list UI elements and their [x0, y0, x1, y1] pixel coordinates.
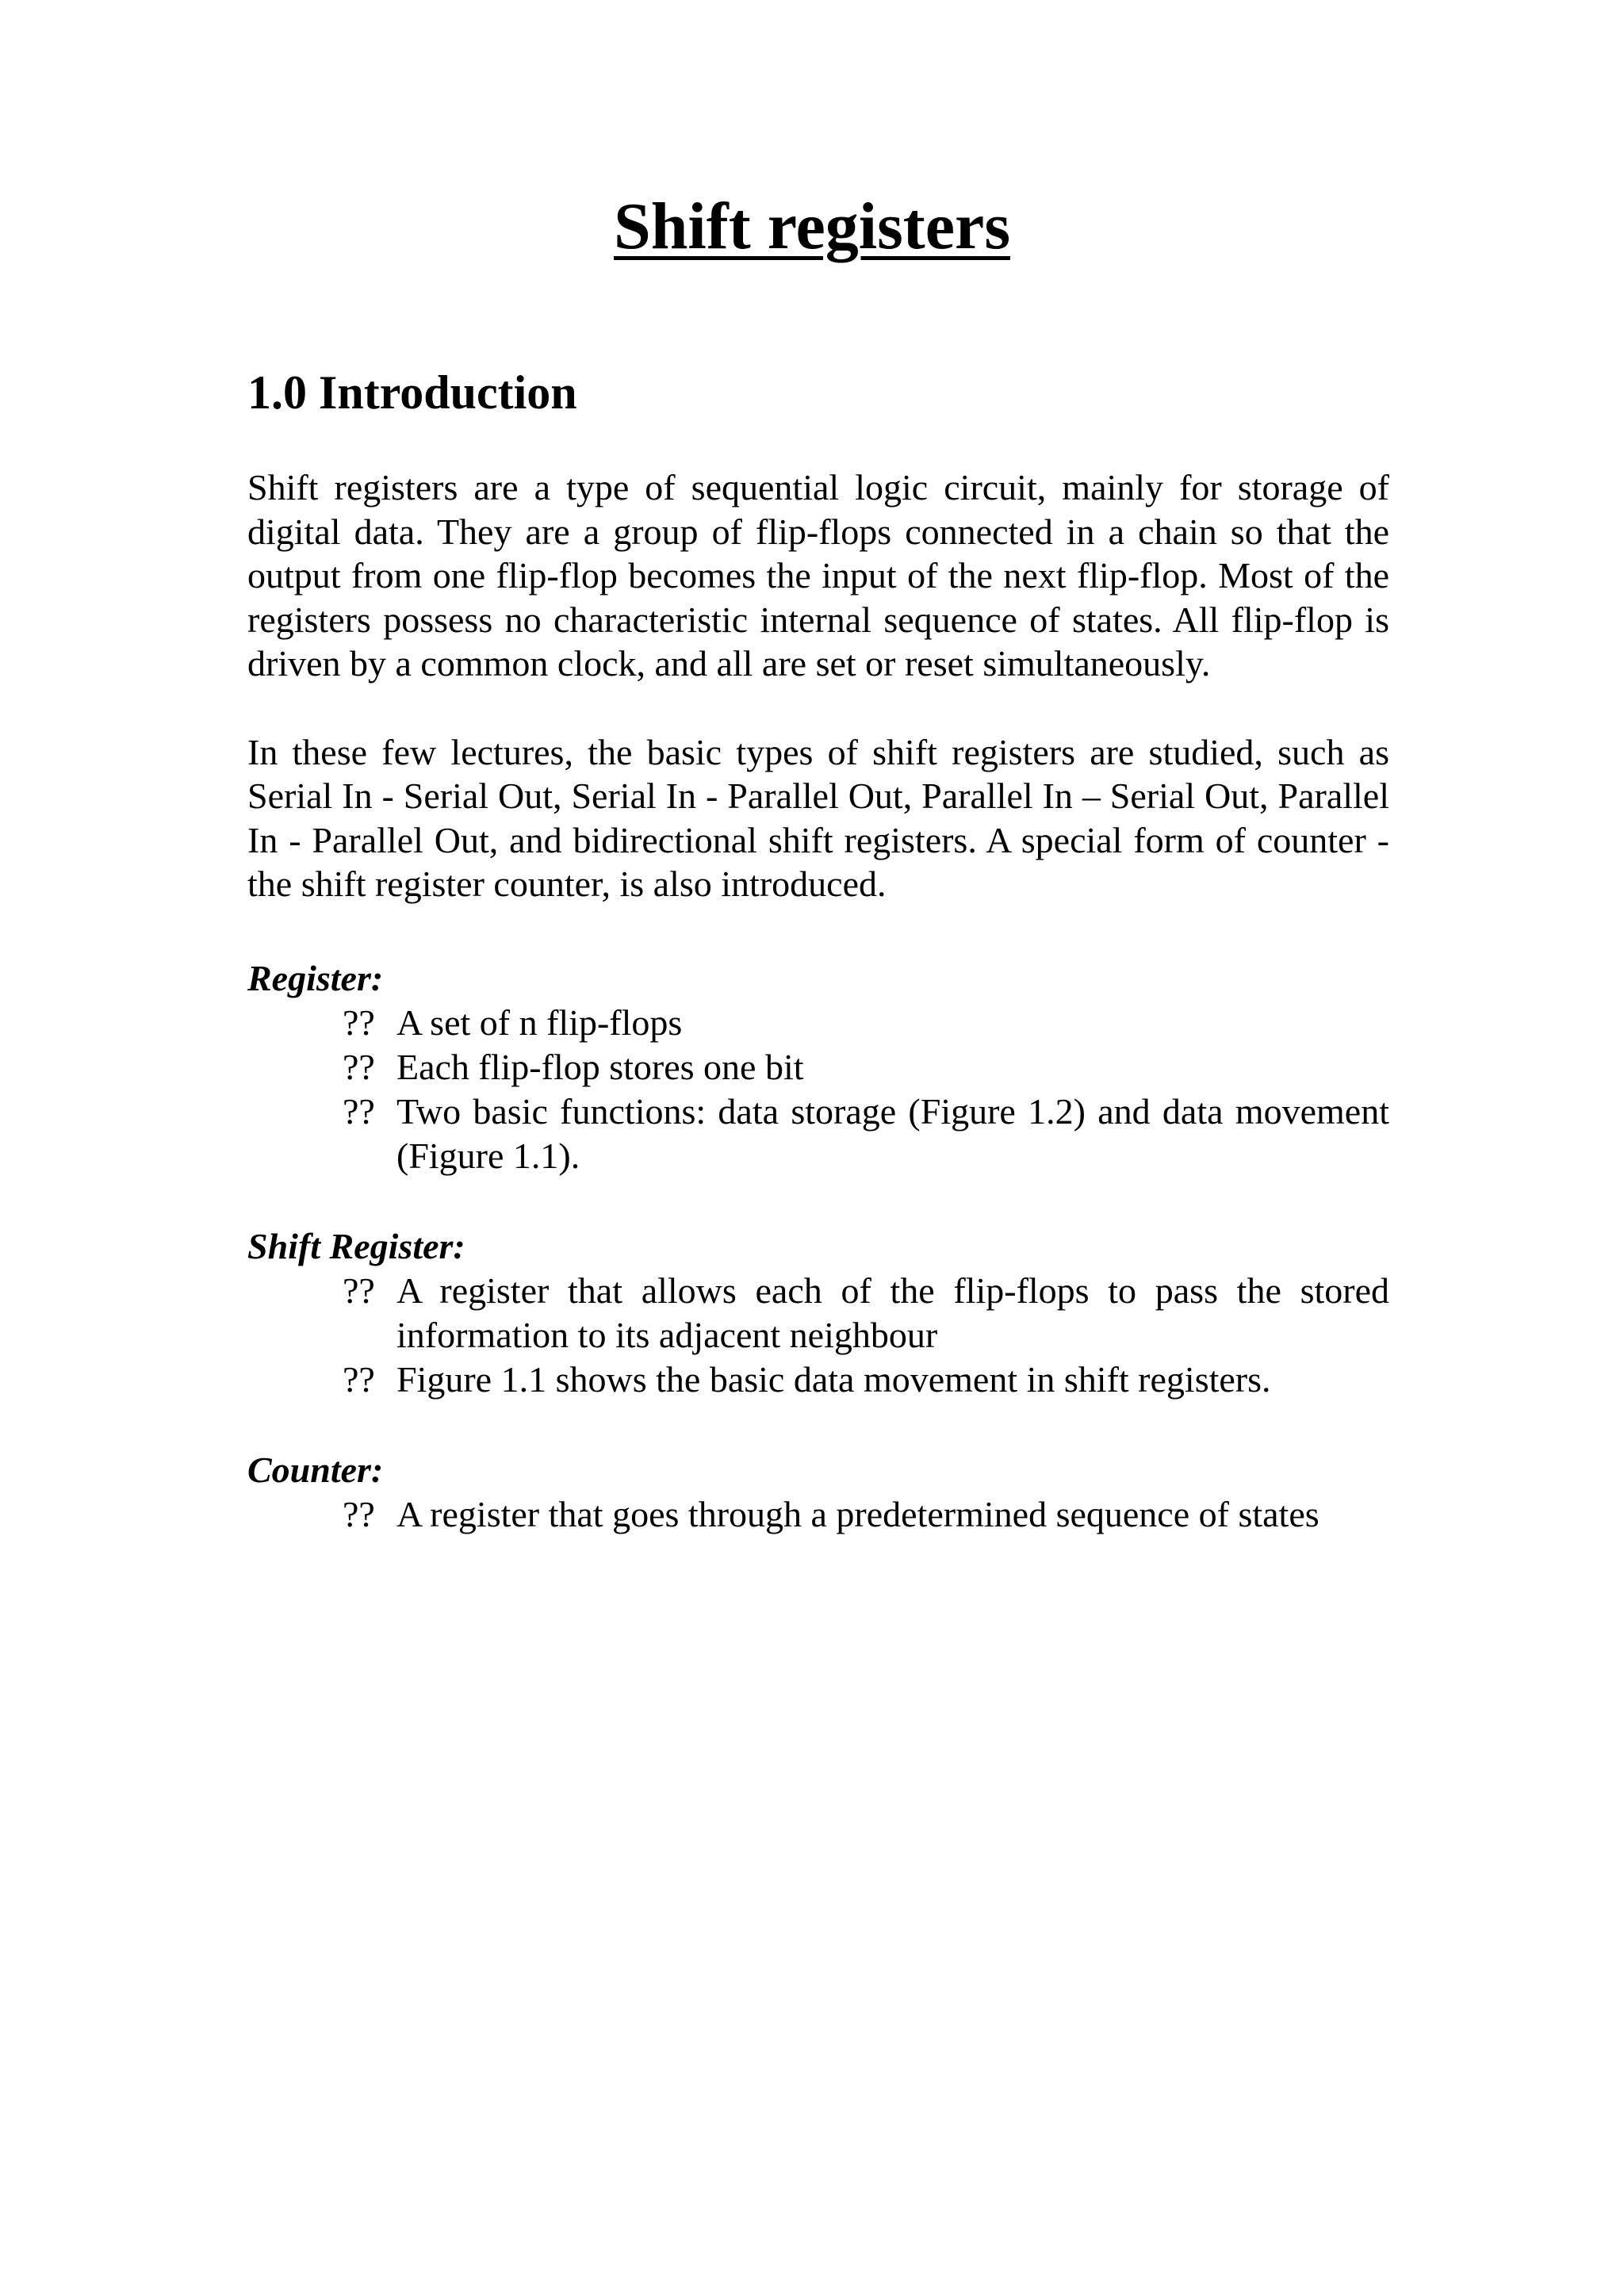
definition-list-counter: [247, 1492, 1389, 1537]
intro-paragraph-2: In these few lectures, the basic types of shift registers are studied, such as Serial In - Serial Out, Serial In - Parallel Out, Parallel In – Serial Out, Parallel In - Parallel Out, and bidirectional shift registers. A special form of counter - the shift register counter, is also introduced.: [247, 731, 1389, 904]
list-item-text: A set of n flip-flops: [396, 1001, 683, 1043]
definition-term-register: Register:: [247, 957, 384, 998]
page-title-text: Shift registers: [613, 190, 1011, 263]
bullet-marker: ??: [343, 1001, 375, 1043]
definition-term-counter: Counter:: [247, 1449, 384, 1490]
list-item: [247, 1045, 1389, 1090]
list-item-text: A register that goes through a predetermined sequence of states: [396, 1493, 1320, 1534]
bullet-marker: ??: [343, 1493, 375, 1534]
list-item-text: Two basic functions: data storage (Figure 1.2) and data movement (Figure 1.1).: [396, 1090, 1389, 1176]
bullet-marker: ??: [343, 1046, 375, 1087]
list-item: [247, 1492, 1389, 1537]
bullet-marker: ??: [343, 1358, 375, 1400]
list-item: [247, 1269, 1389, 1358]
list-item-text: A register that allows each of the flip-flops to pass the stored information to its adjacent neighbour: [396, 1270, 1389, 1355]
bullet-marker: ??: [343, 1270, 375, 1311]
page-title: [0, 190, 1624, 263]
bullet-marker: ??: [343, 1090, 375, 1132]
intro-paragraph-1: Shift registers are a type of sequential logic circuit, mainly for storage of digital data. They are a group of flip-flops connected in a chain so that the output from one flip-flop becomes the input of the next flip-flop. Most of the registers possess no characteristic internal sequence of states. All flip-flop is driven by a common clock, and all are set or reset simultaneously.: [247, 467, 1389, 684]
definition-term-shift-register: Shift Register:: [247, 1225, 465, 1266]
list-item: [247, 1001, 1389, 1045]
list-item: [247, 1090, 1389, 1178]
content-area: [247, 361, 1389, 1582]
list-item: [247, 1358, 1389, 1402]
section-heading: 1.0 Introduction: [247, 366, 577, 419]
list-item-text: Each flip-flop stores one bit: [396, 1046, 804, 1087]
definition-list-shift-register: [247, 1269, 1389, 1402]
definition-list-register: [247, 1001, 1389, 1178]
list-item-text: Figure 1.1 shows the basic data movement in shift registers.: [396, 1358, 1271, 1400]
